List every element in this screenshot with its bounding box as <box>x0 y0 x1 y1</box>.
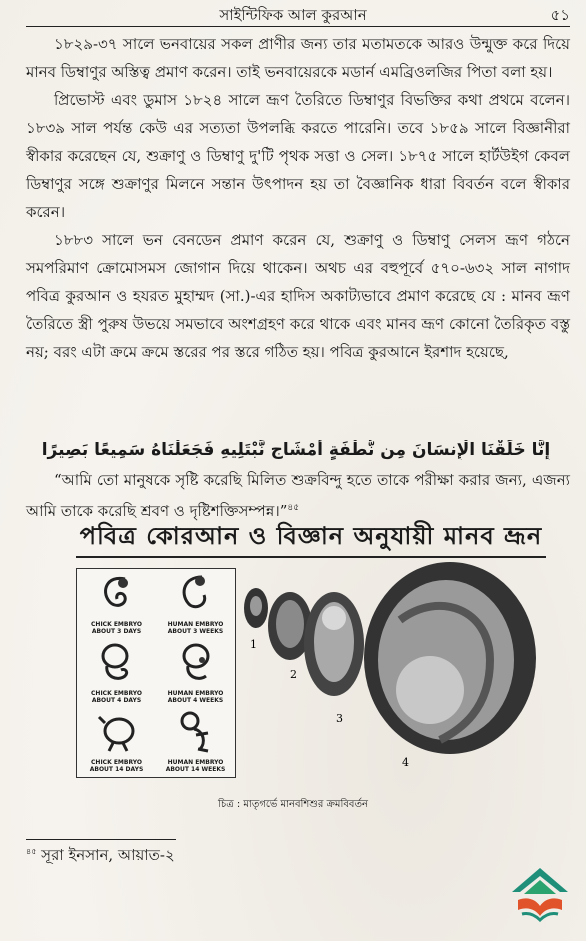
footnote <box>26 844 175 869</box>
stage-label: 2 <box>290 668 297 681</box>
running-header-title: সাইন্টিফিক আল কুরআন <box>219 6 367 24</box>
fetal-growth-illustration <box>240 540 560 780</box>
chick-embryo-14-days <box>77 707 156 776</box>
grid-label: HUMAN EMBRYO ABOUT 3 WEEKS <box>167 621 224 635</box>
footnote-rule <box>26 839 176 840</box>
stage-label: 4 <box>402 756 409 769</box>
grid-label: HUMAN EMBRYO ABOUT 4 WEEKS <box>167 690 224 704</box>
grid-label: CHICK EMBRYO ABOUT 3 DAYS <box>91 621 142 635</box>
stage-label: 1 <box>250 638 257 651</box>
human-embryo-14-weeks <box>156 707 235 776</box>
human-embryo-4-weeks <box>156 638 235 707</box>
grid-label: HUMAN EMBRYO ABOUT 14 WEEKS <box>165 759 226 773</box>
grid-label: CHICK EMBRYO ABOUT 4 DAYS <box>91 690 142 704</box>
grid-label: CHICK EMBRYO ABOUT 14 DAYS <box>89 759 144 773</box>
footnote-reference: ৪৫ <box>287 503 300 513</box>
page-number: ৫১ <box>550 6 570 24</box>
chick-embryo-3-days <box>77 569 156 638</box>
paragraph-2: প্রিভোস্ট এবং ডুমাস ১৮২৪ সালে ভ্রূণ তৈরিতে ডিম্বাণুর বিভক্তির কথা প্রথমে বলেন। ১৮৩৯ সাল পর্যন্ত কেউ এর সত্যতা উপলব্ধি করতে পারেনি। তবে ১৮৫৯ সালে বিজ্ঞানীরা স্বীকার করেছেন যে, শুক্রাণু ও ডিম্বাণু দু'টি পৃথক সত্তা ও সেল। ১৮৭৫ সালে হার্টউইগ কেবল ডিম্বাণুর সঙ্গে শুক্রাণুর মিলনে সন্তান উৎপাদন হয় তা বৈজ্ঞানিক ধারা বিবর্তন বলে স্বীকার করেন। <box>26 91 570 221</box>
figure-caption: চিত্র : মাতৃগর্ভে মানবশিশুর ক্রমবিবর্তন <box>218 799 368 810</box>
body-text <box>26 30 570 366</box>
footnote-text: সূরা ইনসান, আয়াত-২ <box>41 846 175 864</box>
paragraph-3: ১৮৮৩ সালে ভন বেনডেন প্রমাণ করেন যে, শুক্রাণু ও ডিম্বাণু সেলস ভ্রূণ গঠনে সমপরিমাণ ক্রোমোসমস জোগান দিয়ে থাকেন। অথচ এর বহুপূর্বে ৫৭০-৬৩২ সাল নাগাদ পবিত্র কুরআন ও হযরত মুহাম্মদ (সা.)-এর হাদিস অকাট্যভাবে প্রমাণ করেছে যে : মানব ভ্রূণ তৈরিতে স্ত্রী পুরুষ উভয়ে সমভাবে অংশগ্রহণ করে থাকে এবং মানব ভ্রূণ কোনো তৈরিকৃত বস্তু নয়; বরং এটা ক্রমে ক্রমে স্তরের পর স্তরে গঠিত হয়। পবিত্র কুরআনে ইরশাদ হয়েছে, <box>26 231 570 361</box>
header-rule <box>26 26 570 27</box>
publisher-logo <box>508 866 572 924</box>
paragraph-1: ১৮২৯-৩৭ সালে ভনবায়ের সকল প্রাণীর জন্য তার মতামতকে আরও উন্মুক্ত করে দিয়ে মানব ডিম্বাণুর অস্তিত্ব প্রমাণ করেন। তাই ভনবায়েরকে মডার্ন এমব্রিওলজির পিতা বলা হয়। <box>26 35 570 81</box>
human-embryo-3-weeks <box>156 569 235 638</box>
verse-translation-text: “আমি তো মানুষকে সৃষ্টি করেছি মিলিত শুক্রবিন্দু হতে তাকে পরীক্ষা করার জন্য, এজন্য আমি তাকে করেছি শ্রবণ ও দৃষ্টিশক্তিসম্পন্ন।” <box>26 471 570 520</box>
chick-embryo-4-days <box>77 638 156 707</box>
embryo-comparison-grid <box>76 568 236 778</box>
figure-title: পবিত্র কোরআন ও বিজ্ঞান অনুযায়ী মানব ভ্রূন <box>79 521 543 550</box>
footnote-marker: ৪৫ <box>26 847 37 856</box>
stage-label: 3 <box>336 712 343 725</box>
arabic-verse: إِنَّا خَلَقْنَا الْإِنسَانَ مِن نُّطْفَةٍ أَمْشَاجٍ نَّبْتَلِيهِ فَجَعَلْنَاهُ سَمِيعًا بَصِيرًا <box>41 440 551 460</box>
